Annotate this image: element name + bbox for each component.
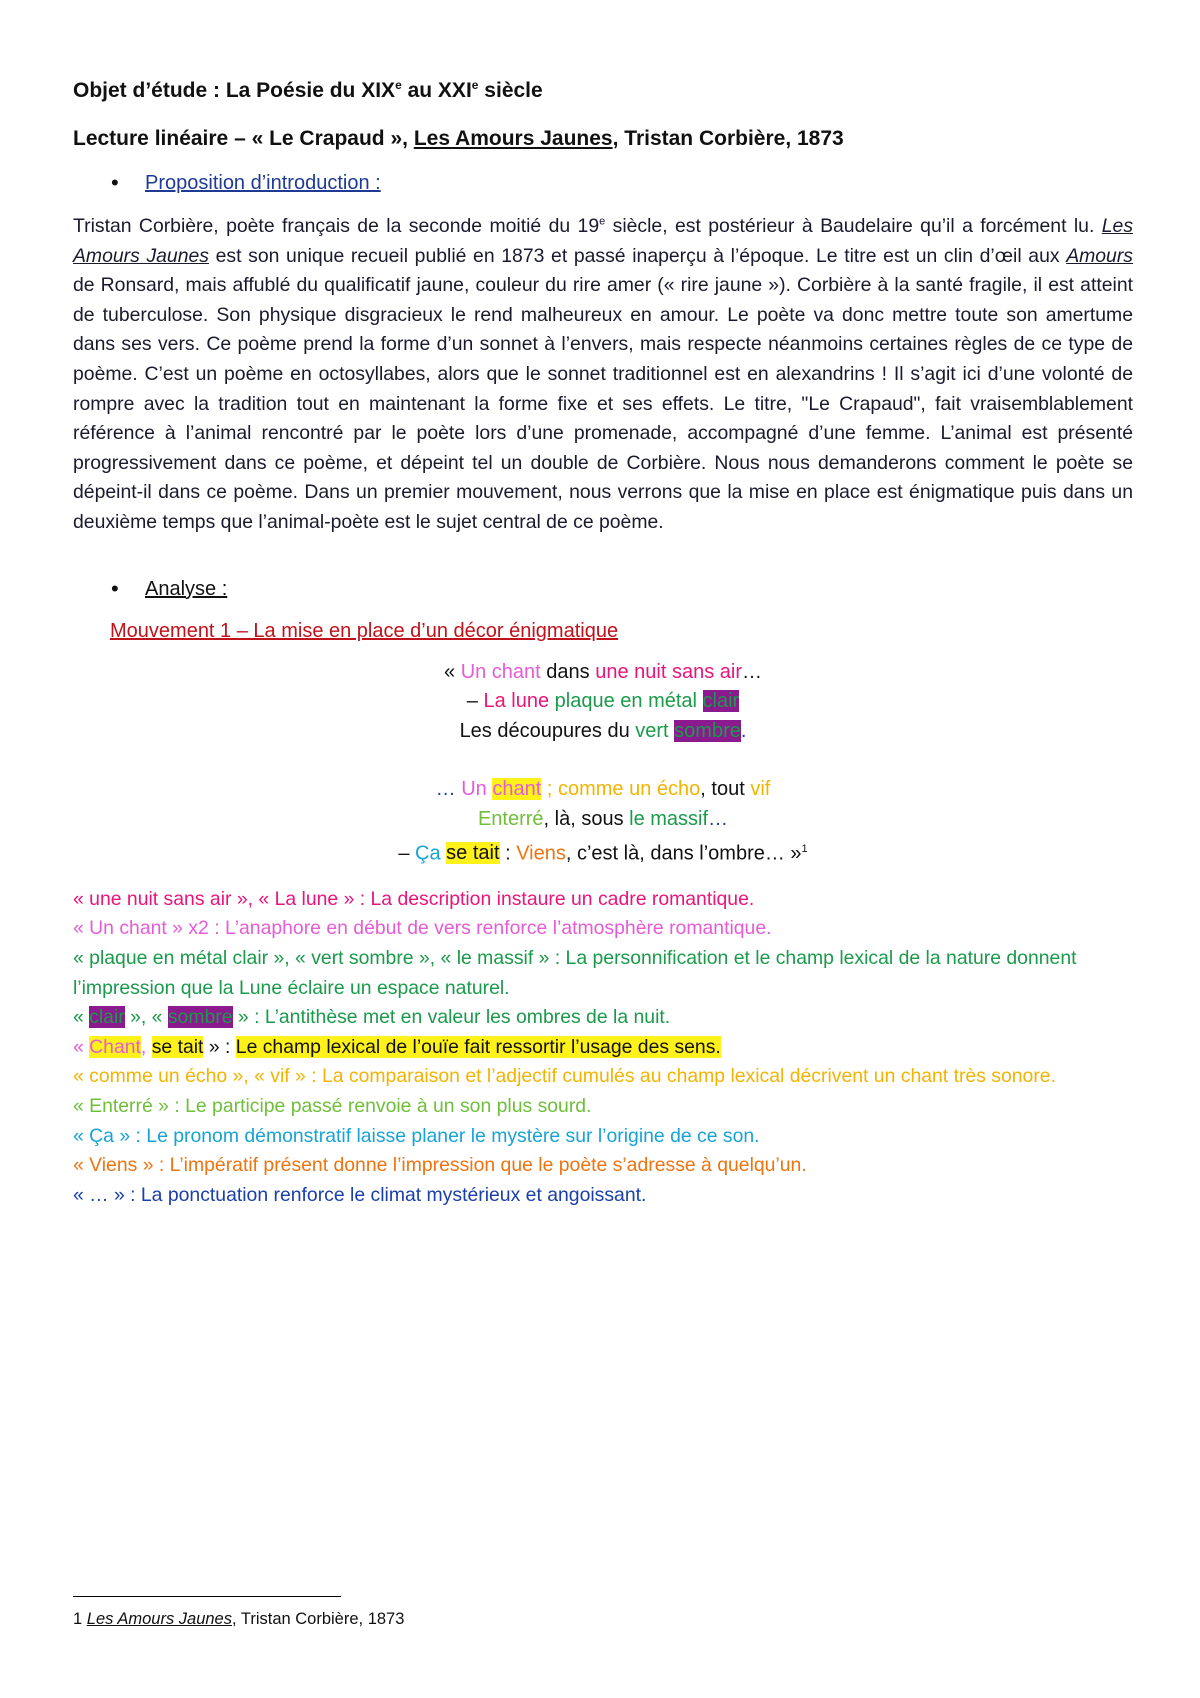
title-text: siècle <box>478 79 543 102</box>
note-text: », « <box>124 1006 168 1029</box>
note-personnification: « plaque en métal clair », « vert sombre », « le massif » : La personnification et le champ lexical de la nature donnent l’impression que la Lune éclaire un espace naturel. <box>73 946 1077 999</box>
intro-text: Tristan Corbière, poète français de la seconde moitié du 19 <box>73 215 600 237</box>
intro-book-title: Les Amours Jaunes <box>73 215 1134 267</box>
poem-word: le massif <box>629 807 709 830</box>
intro-bullet <box>73 170 1133 196</box>
note-highlight: se tait <box>151 1035 204 1058</box>
note-antithese <box>73 1003 1133 1033</box>
movement-title: Mouvement 1 – La mise en place d’un décor énigmatique <box>110 619 619 642</box>
poem-text: « <box>444 660 461 683</box>
note-description: « une nuit sans air », « La lune » : La description instaure un cadre romantique. <box>73 887 755 910</box>
poem-text: dans <box>540 660 596 683</box>
poem-word: une nuit sans air <box>595 660 742 683</box>
poem-word: Enterré <box>477 807 544 830</box>
poem-word-highlight: chant <box>492 778 542 801</box>
note-highlight: Le champ lexical de l’ouïe fait ressortir l’usage des sens. <box>235 1035 721 1058</box>
poem-text: . <box>740 719 747 742</box>
note-text: » : L’antithèse met en valeur les ombres de la nuit. <box>232 1006 671 1029</box>
note-highlight: Chant <box>89 1035 141 1058</box>
note-participe: « Enterré » : Le participe passé renvoie à un son plus sourd. <box>73 1094 592 1117</box>
page-subtitle <box>73 126 1133 152</box>
poem-word: vif <box>750 778 771 801</box>
note-ponctuation: « … » : La ponctuation renforce le climat mystérieux et angoissant. <box>73 1183 647 1206</box>
title-sup: e <box>471 78 479 92</box>
poem-word: Viens <box>516 842 566 865</box>
poem-text: – <box>466 690 484 713</box>
note-imperatif: « Viens » : L’impératif présent donne l’impression que le poète s’adresse à quelqu’un. <box>73 1154 807 1177</box>
poem-line <box>73 717 1133 747</box>
note-text: » : <box>203 1035 236 1058</box>
note-highlight: sombre <box>167 1006 233 1029</box>
note-text: , <box>140 1035 152 1058</box>
poem-text: ; <box>541 778 558 801</box>
poem-word-highlight: sombre <box>674 719 741 742</box>
footnote-number: 1 <box>73 1610 87 1628</box>
poem-line <box>73 835 1133 869</box>
bullet-icon: • <box>111 170 119 195</box>
subtitle-text: Lecture linéaire – « Le Crapaud », <box>73 127 414 150</box>
footnote-book-title: Les Amours Jaunes <box>86 1610 232 1628</box>
note-anaphore: « Un chant » x2 : L’anaphore en début de vers renforce l’atmosphère romantique. <box>73 917 772 940</box>
title-text: au XXI <box>401 79 472 102</box>
bullet-icon: • <box>111 575 119 601</box>
poem-text: … <box>435 778 462 801</box>
subtitle-book-title: Les Amours Jaunes <box>413 127 613 150</box>
analyse-bullet <box>73 576 1133 602</box>
note-text: « <box>73 1006 90 1029</box>
analysis-notes <box>73 885 1133 1211</box>
poem-text: … <box>708 807 729 830</box>
poem-word: La lune <box>483 690 550 713</box>
intro-text: de Ronsard, mais affublé du qualificatif jaune, couleur du rire amer (« rire jaune »). Corbière à la santé fragile, il est atteint de tuberculose. Son physique disgracieux le rend malheureux en amour. Le poète va donc mettre toute son amertume dans ses vers. Ce poème prend la forme d’un sonnet à l’envers, mais respecte néanmoins certaines règles de ce type de poème. C’est un poème en octosyllabes, alors que le sonnet traditionnel est en alexandrins ! Il s’agit ici d’une volonté de rompre avec la tradition tout en maintenant la forme fixe et ses effets. Le titre, "Le Crapaud", fait vraisemblablement référence à l’animal rencontré par le poète lors d’une promenade, accompagné d’une femme. L’animal est présenté progressivement dans ce poème, et dépeint tel un double de Corbière. Nous nous demanderons comment le poète se dépeint-il dans ce poème. Dans un premier mouvement, nous verrons que la mise en place est énigmatique puis dans un deuxième temps que l’animal-poète est le sujet central de ce poème. <box>73 274 1133 533</box>
poem-line <box>73 658 1133 688</box>
intro-paragraph <box>73 212 1133 538</box>
poem-word: vert <box>635 719 669 742</box>
poem-word: Un chant <box>460 660 541 683</box>
poem-excerpt <box>73 658 1133 869</box>
footnote-ref[interactable]: 1 <box>801 842 808 855</box>
note-pronom: « Ça » : Le pronom démonstratif laisse planer le mystère sur l’origine de ce son. <box>73 1124 760 1147</box>
poem-text: : <box>499 842 517 865</box>
poem-text: , tout <box>700 778 751 801</box>
poem-text: Les découpures du <box>459 719 636 742</box>
subtitle-text: , Tristan Corbière, 1873 <box>612 127 844 150</box>
poem-text: , c’est là, dans l’ombre… » <box>565 842 802 865</box>
title-sup: e <box>395 78 402 92</box>
poem-line <box>73 775 1133 805</box>
poem-line <box>73 805 1133 835</box>
note-comparaison: « comme un écho », « vif » : La comparaison et l’adjectif cumulés au champ lexical décrivent un chant très sonore. <box>73 1065 1056 1088</box>
analyse-heading: Analyse : <box>145 577 228 600</box>
poem-word: plaque en métal <box>554 690 697 713</box>
document-page <box>73 72 1133 1210</box>
poem-text: , là, sous <box>543 807 630 830</box>
intro-heading: Proposition d’introduction : <box>145 172 381 194</box>
poem-word-highlight: se tait <box>446 842 500 865</box>
note-highlight: clair <box>89 1006 125 1029</box>
poem-text <box>697 690 703 712</box>
poem-text: – <box>398 842 416 865</box>
note-text: « <box>73 1035 90 1058</box>
footnote-text: , Tristan Corbière, 1873 <box>231 1610 405 1628</box>
intro-text: est son unique recueil publié en 1873 et passé inaperçu à l’époque. Le titre est un clin d’œil aux <box>208 244 1067 267</box>
poem-text: … <box>742 660 762 683</box>
poem-word: Un <box>461 778 487 801</box>
intro-amours-title: Amours <box>1066 244 1133 267</box>
stanza-gap <box>73 746 1133 775</box>
title-text: Objet d’étude : La Poésie du XIX <box>73 79 396 102</box>
poem-line <box>73 687 1133 717</box>
intro-sup: e <box>599 215 606 228</box>
footnote <box>73 1608 404 1630</box>
poem-word: Ça <box>415 842 441 865</box>
poem-word: comme un écho <box>557 778 701 801</box>
footnote-separator <box>73 1596 341 1597</box>
intro-text: siècle, est postérieur à Baudelaire qu’il a forcément lu. <box>605 215 1102 237</box>
page-title <box>73 72 1133 104</box>
note-ouie <box>73 1033 1133 1063</box>
poem-word-highlight: clair <box>702 690 740 713</box>
